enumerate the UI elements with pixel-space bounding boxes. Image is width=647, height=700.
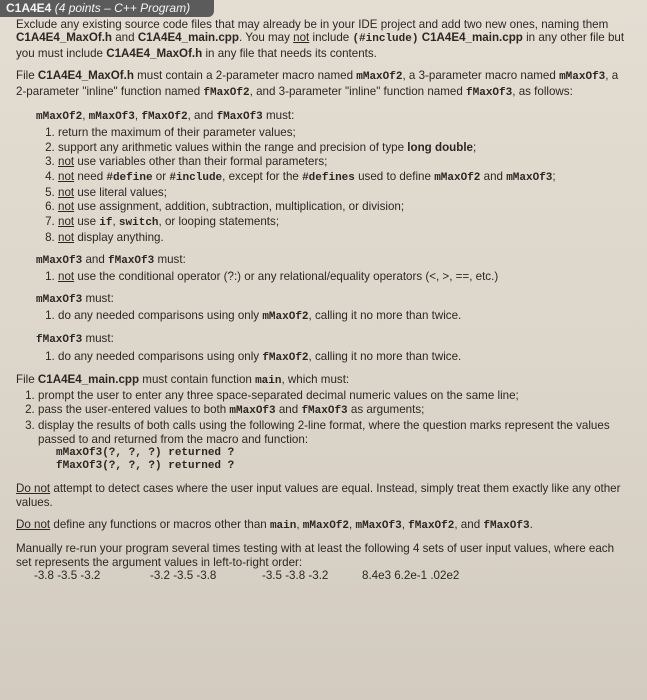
code-fMaxOf3: fMaxOf3 bbox=[466, 86, 513, 99]
text: , or looping statements; bbox=[158, 214, 280, 228]
text: , calling it no more than twice. bbox=[308, 308, 462, 322]
text: use bbox=[74, 214, 100, 228]
main-file-section bbox=[16, 373, 627, 473]
text: do any needed comparisons using only bbox=[58, 308, 263, 322]
list-item bbox=[58, 141, 627, 154]
emphasis-not: not bbox=[58, 169, 75, 183]
text: support any arithmetic values within the range and precision of type bbox=[58, 140, 408, 154]
emphasis-not: Do not bbox=[16, 482, 51, 496]
header-file-paragraph bbox=[16, 69, 627, 100]
text: do any needed comparisons using only bbox=[58, 349, 263, 363]
code: fMaxOf3 bbox=[301, 404, 348, 417]
list-item bbox=[58, 309, 627, 324]
type-name: long double bbox=[407, 140, 473, 154]
intro-paragraph bbox=[16, 18, 627, 60]
exercise-header bbox=[0, 0, 214, 17]
list-item bbox=[58, 215, 627, 230]
requirements-list bbox=[36, 309, 627, 324]
code-mMaxOf2: mMaxOf2 bbox=[356, 71, 403, 84]
filename-main: C1A4E4_main.cpp bbox=[37, 373, 140, 387]
code: mMaxOf3 bbox=[36, 254, 83, 267]
m3-f3-requirements bbox=[36, 253, 627, 284]
emphasis-not: not bbox=[58, 270, 75, 284]
requirements-list bbox=[36, 270, 627, 283]
rerun-section bbox=[16, 542, 627, 582]
emphasis-not: not bbox=[58, 200, 75, 214]
text: and bbox=[82, 252, 109, 266]
test-value-sets bbox=[34, 569, 627, 582]
test-set: 8.4e3 6.2e-1 .02e2 bbox=[362, 569, 460, 583]
emphasis-not: not bbox=[58, 214, 75, 228]
text: need bbox=[74, 169, 107, 183]
rerun-text: Manually re-run your program several times testing with at least the following 4 sets of user input values, where each set represents the argument values in left-to-right order: bbox=[16, 542, 615, 569]
code: mMaxOf3 bbox=[506, 171, 553, 184]
text: must: bbox=[154, 252, 186, 266]
text: File bbox=[16, 373, 38, 387]
text: , which must: bbox=[281, 373, 350, 387]
define-note bbox=[16, 518, 627, 533]
text: . bbox=[529, 517, 533, 531]
requirements-list bbox=[36, 126, 627, 244]
text: pass the user-entered values to both bbox=[38, 402, 230, 416]
text: , bbox=[296, 517, 303, 531]
intro-text: and bbox=[112, 31, 138, 45]
text: use literal values; bbox=[74, 186, 167, 200]
intro-text: in any file that needs its contents. bbox=[202, 46, 377, 60]
code: fMaxOf2 bbox=[408, 519, 455, 532]
text: must: bbox=[82, 332, 114, 346]
code: fMaxOf2 bbox=[141, 111, 188, 124]
code-line: mMaxOf3(?, ?, ?) returned ? bbox=[56, 447, 235, 460]
text: , bbox=[401, 517, 409, 531]
block-title bbox=[36, 292, 627, 307]
text: display anything. bbox=[74, 231, 164, 245]
filename-header: C1A4E4_MaxOf.h bbox=[106, 46, 203, 60]
list-item bbox=[58, 231, 627, 244]
text: , a 2-parameter "inline" function named bbox=[16, 69, 619, 98]
code: fMaxOf3 bbox=[108, 254, 155, 267]
text: as arguments; bbox=[347, 402, 425, 416]
text: must contain a 2-parameter macro named bbox=[133, 69, 357, 83]
text: use the conditional operator (?:) or any relational/equality operators (<, >, ==, etc.) bbox=[74, 270, 499, 284]
emphasis-not: not bbox=[58, 186, 75, 200]
text: prompt the user to enter any three space-separated decimal numeric values on the same line; bbox=[38, 388, 519, 402]
text: attempt to detect cases where the user input values are equal. Instead, simply treat them exactly like any other values. bbox=[16, 482, 621, 509]
exercise-meta: (4 points – C++ Program) bbox=[54, 1, 191, 15]
filename-header: C1A4E4_MaxOf.h bbox=[16, 31, 113, 45]
block-title bbox=[36, 332, 627, 347]
text: , bbox=[82, 109, 89, 123]
text: and bbox=[275, 402, 302, 416]
filename-header: C1A4E4_MaxOf.h bbox=[37, 69, 134, 83]
text: , except for the bbox=[222, 169, 303, 183]
filename-main: C1A4E4_main.cpp bbox=[421, 31, 523, 45]
text: and bbox=[480, 169, 507, 183]
all-four-requirements bbox=[36, 109, 627, 245]
requirements-list bbox=[36, 350, 627, 365]
code: fMaxOf3 bbox=[216, 111, 263, 124]
code: fMaxOf2 bbox=[262, 351, 309, 364]
text: File bbox=[16, 69, 38, 83]
exercise-id: C1A4E4 bbox=[6, 1, 52, 15]
code-include: (#include) bbox=[352, 33, 419, 46]
text: , and 3-parameter "inline" function named bbox=[249, 84, 467, 98]
intro-text: in any other file but you must include bbox=[16, 31, 625, 60]
m3-requirements bbox=[36, 292, 627, 325]
code: mMaxOf2 bbox=[434, 171, 481, 184]
text: , calling it no more than twice. bbox=[308, 349, 462, 363]
code: #define bbox=[106, 171, 153, 184]
code: mMaxOf3 bbox=[36, 293, 83, 306]
text: , a 3-parameter macro named bbox=[402, 69, 560, 83]
list-item bbox=[58, 270, 627, 283]
code: fMaxOf3 bbox=[483, 519, 530, 532]
test-set: -3.2 -3.5 -3.8 bbox=[150, 569, 217, 583]
block-title bbox=[36, 253, 627, 268]
code: main bbox=[255, 375, 282, 388]
list-item bbox=[58, 170, 627, 185]
list-item bbox=[58, 350, 627, 365]
filename-main: C1A4E4_main.cpp bbox=[137, 31, 239, 45]
intro-text: Exclude any existing source code files that may already be in your IDE project and add two new ones, naming them bbox=[16, 18, 609, 31]
text: , and bbox=[454, 517, 484, 531]
list-item bbox=[58, 186, 627, 199]
text: use variables other than their formal parameters; bbox=[74, 155, 328, 169]
text: , bbox=[134, 109, 142, 123]
text: display the results of both calls using the following 2-line format, where the question marks represent the values passed to and returned from the macro and function: bbox=[38, 419, 610, 446]
code: mMaxOf3 bbox=[355, 519, 402, 532]
emphasis-not: Do not bbox=[16, 517, 51, 531]
text: return the maximum of their parameter values; bbox=[58, 126, 296, 140]
list-item bbox=[58, 126, 627, 139]
list-item bbox=[38, 419, 627, 446]
intro-text: . You may bbox=[238, 31, 294, 45]
list-item bbox=[38, 389, 627, 402]
text: define any functions or macros other than bbox=[50, 517, 270, 531]
code-mMaxOf3: mMaxOf3 bbox=[559, 71, 606, 84]
list-item bbox=[58, 155, 627, 168]
text: , and bbox=[187, 109, 217, 123]
emphasis-not: not bbox=[58, 155, 75, 169]
test-set: -3.8 -3.5 -3.2 bbox=[34, 569, 101, 583]
test-set: -3.5 -3.8 -3.2 bbox=[262, 569, 329, 583]
code: if bbox=[99, 216, 113, 229]
code: mMaxOf2 bbox=[262, 310, 309, 323]
text: , bbox=[112, 214, 119, 228]
code: mMaxOf3 bbox=[88, 111, 135, 124]
f3-requirements bbox=[36, 332, 627, 365]
text: must contain function bbox=[139, 373, 256, 387]
text: ; bbox=[472, 140, 477, 154]
list-item bbox=[38, 403, 627, 418]
output-format bbox=[56, 447, 627, 473]
text: used to define bbox=[354, 169, 435, 183]
code: fMaxOf3 bbox=[36, 334, 83, 347]
text: or bbox=[152, 169, 170, 183]
code: mMaxOf3 bbox=[229, 404, 276, 417]
emphasis-not: not bbox=[293, 31, 310, 45]
text: ; bbox=[552, 169, 556, 183]
code: main bbox=[269, 519, 297, 532]
intro-text: include bbox=[309, 31, 353, 45]
code: mMaxOf2 bbox=[36, 111, 83, 124]
text: must: bbox=[262, 109, 295, 123]
code: #include bbox=[169, 171, 223, 184]
text: , bbox=[349, 517, 356, 531]
code-fMaxOf2: fMaxOf2 bbox=[203, 86, 250, 99]
code: #defines bbox=[302, 171, 355, 184]
section-title bbox=[16, 373, 627, 388]
text: must: bbox=[82, 291, 114, 305]
code-line: fMaxOf3(?, ?, ?) returned ? bbox=[56, 460, 235, 473]
requirements-list bbox=[16, 389, 627, 447]
list-item bbox=[58, 200, 627, 213]
code: switch bbox=[118, 216, 159, 229]
equal-values-note bbox=[16, 482, 627, 509]
text: use assignment, addition, subtraction, multiplication, or division; bbox=[74, 200, 405, 214]
text: , as follows: bbox=[512, 84, 573, 98]
emphasis-not: not bbox=[58, 231, 75, 245]
code: mMaxOf2 bbox=[302, 519, 350, 532]
block-title bbox=[36, 109, 627, 124]
